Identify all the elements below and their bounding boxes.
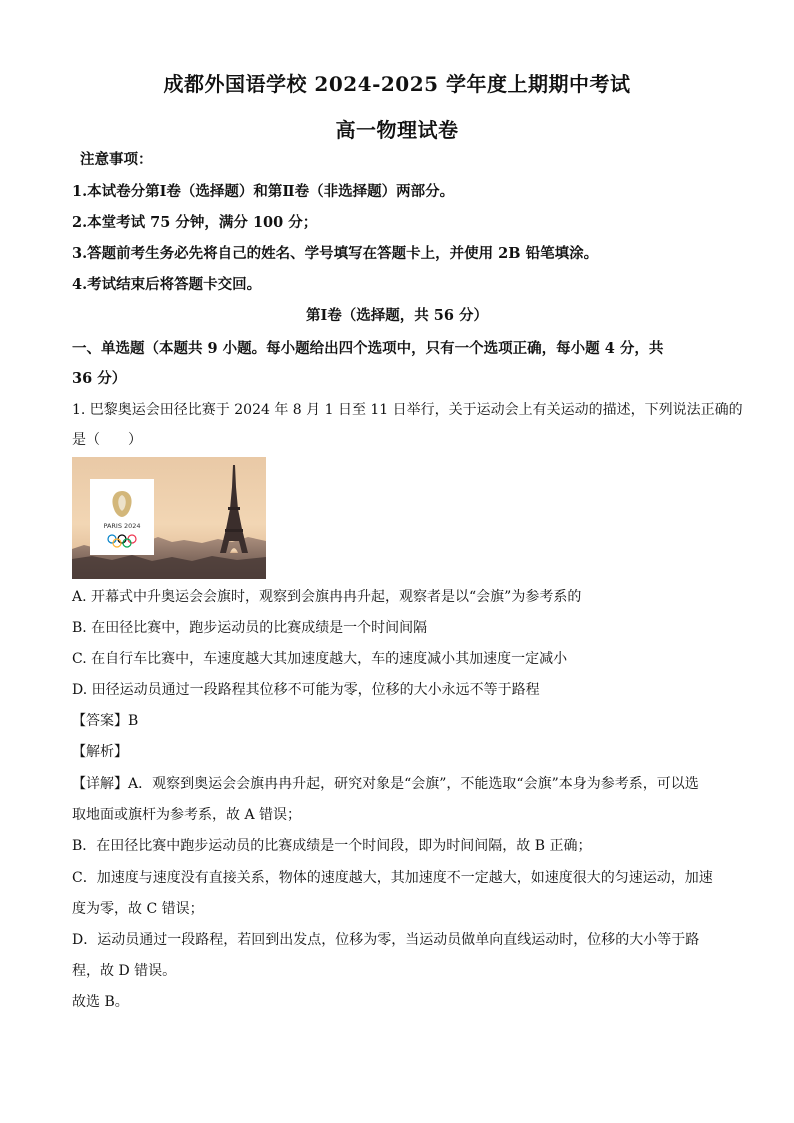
paris-eiffel-photo bbox=[72, 457, 266, 579]
logo-text: PARIS 2024 bbox=[103, 522, 141, 530]
section-heading-line1: 一、单选题（本题共 9 小题。每小题给出四个选项中，只有一个选项正确，每小题 4 分，共 bbox=[72, 340, 664, 357]
note-item-4: 4.考试结束后将答题卡交回。 bbox=[72, 276, 262, 293]
detail-line-3: B．在田径比赛中跑步运动员的比赛成绩是一个时间段，即为时间间隔，故 B 正确； bbox=[72, 838, 592, 854]
option-d: D. 田径运动员通过一段路程其位移不可能为零，位移的大小永远不等于路程 bbox=[72, 682, 540, 698]
detail-line-5: 度为零，故 C 错误； bbox=[72, 901, 204, 917]
detail-line-1: 【详解】A．观察到奥运会会旗冉冉升起，研究对象是“会旗”，不能选取“会旗”本身为参考系，可以选 bbox=[72, 776, 699, 792]
paris-2024-logo bbox=[90, 479, 154, 555]
note-item-2: 2.本堂考试 75 分钟，满分 100 分； bbox=[72, 214, 318, 231]
option-c: C. 在自行车比赛中，车速度越大其加速度越大，车的速度减小其加速度一定减小 bbox=[72, 651, 568, 667]
option-a: A. 开幕式中升奥运会会旗时，观察到会旗冉冉升起，观察者是以“会旗”为参考系的 bbox=[72, 589, 582, 605]
notes-heading: 注意事项： bbox=[80, 151, 153, 168]
analysis-heading: 【解析】 bbox=[72, 744, 128, 760]
exam-title: 成都外国语学校 2024-2025 学年度上期期中考试 bbox=[163, 72, 631, 96]
detail-line-2: 取地面或旗杆为参考系，故 A 错误； bbox=[72, 807, 302, 823]
detail-line-8: 故选 B。 bbox=[72, 994, 129, 1010]
question1-stem-line1: 1. 巴黎奥运会田径比赛于 2024 年 8 月 1 日至 11 日举行，关于运动会上有关运动的描述，下列说法正确的 bbox=[72, 402, 743, 418]
option-b: B. 在田径比赛中，跑步运动员的比赛成绩是一个时间间隔 bbox=[72, 620, 428, 636]
detail-line-4: C．加速度与速度没有直接关系，物体的速度越大，其加速度不一定越大，如速度很大的匀速运动，加速 bbox=[72, 870, 713, 886]
answer-line: 【答案】B bbox=[72, 713, 139, 729]
note-item-1: 1.本试卷分第Ⅰ卷（选择题）和第Ⅱ卷（非选择题）两部分。 bbox=[72, 183, 455, 200]
section-heading-line2: 36 分） bbox=[72, 370, 127, 387]
detail-line-6: D．运动员通过一段路程，若回到出发点，位移为零，当运动员做单向直线运动时，位移的大小等于路 bbox=[72, 932, 700, 948]
detail-line-7: 程，故 D 错误。 bbox=[72, 963, 177, 979]
part1-heading: 第Ⅰ卷（选择题，共 56 分） bbox=[305, 307, 489, 324]
question1-stem-line2: 是（ ） bbox=[72, 432, 142, 448]
paris-eiffel-illustration bbox=[72, 457, 266, 579]
exam-subtitle: 高一物理试卷 bbox=[335, 118, 459, 142]
note-item-3: 3.答题前考生务必先将自己的姓名、学号填写在答题卡上，并使用 2B 铅笔填涂。 bbox=[72, 245, 599, 262]
